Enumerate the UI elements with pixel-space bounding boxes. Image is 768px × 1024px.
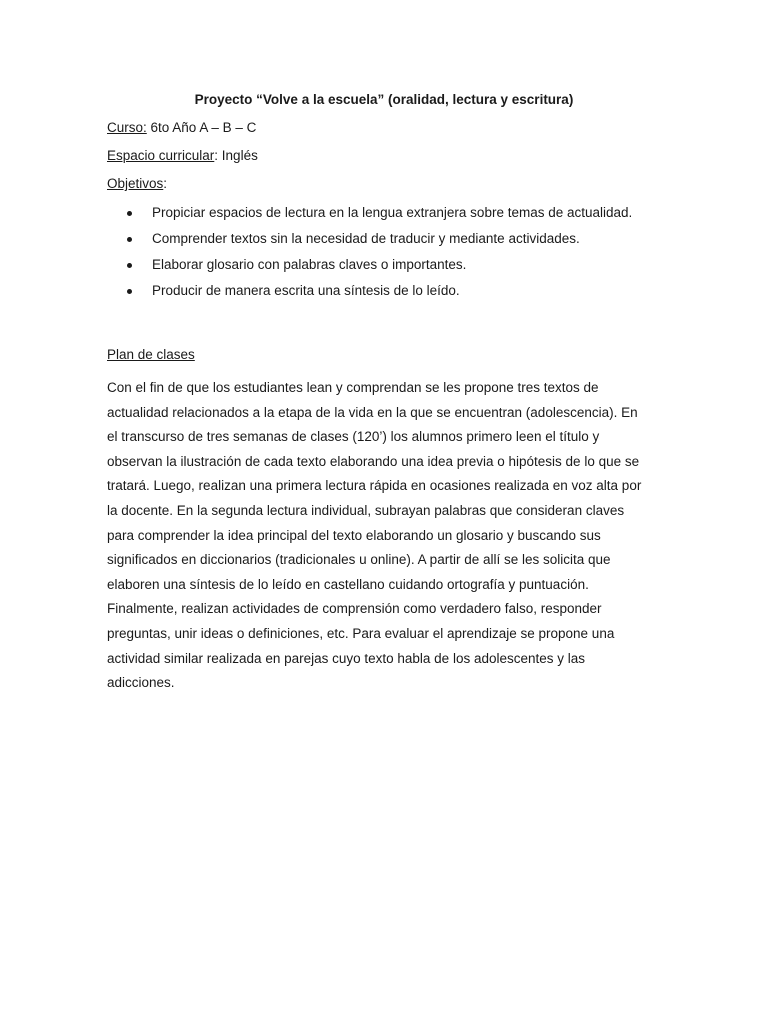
curso-line	[107, 119, 256, 137]
paragraph-line: tratará. Luego, realizan una primera lectura rápida en ocasiones realizada en voz alta por	[107, 478, 642, 494]
objective-item	[107, 256, 632, 282]
objetivos-suffix: :	[163, 176, 168, 191]
paragraph-line: preguntas, unir ideas o definiciones, etc. Para evaluar el aprendizaje se propone una	[107, 625, 615, 641]
paragraph-line: significados en diccionarios (tradicionales u online). A partir de allí se les solicita que	[107, 552, 611, 568]
objective-text: Propiciar espacios de lectura en la lengua extranjera sobre temas de actualidad.	[152, 205, 633, 220]
espacio-curricular-value: : Inglés	[214, 148, 258, 163]
bullet-icon	[127, 211, 132, 216]
paragraph-line: el transcurso de tres semanas de clases (120’) los alumnos primero leen el título y	[107, 429, 600, 445]
objetivos-label: Objetivos	[107, 176, 164, 191]
paragraph-line: adicciones.	[107, 675, 175, 691]
document-title: Proyecto “Volve a la escuela” (oralidad, lectura y escritura)	[194, 92, 574, 107]
paragraph-line: para comprender la idea principal del texto elaborando un glosario y buscando sus	[107, 527, 601, 543]
bullet-icon	[127, 289, 132, 294]
objective-item	[107, 230, 632, 256]
objective-text: Comprender textos sin la necesidad de traducir y mediante actividades.	[152, 231, 580, 246]
objective-item	[107, 282, 632, 308]
espacio-curricular-line	[107, 147, 258, 165]
objective-text: Elaborar glosario con palabras claves o importantes.	[152, 257, 467, 272]
curso-label: Curso:	[107, 120, 147, 135]
plan-heading: Plan de clases	[107, 347, 195, 362]
objective-item	[107, 204, 632, 230]
paragraph-line: la docente. En la segunda lectura individual, subrayan palabras que consideran claves	[107, 502, 625, 518]
paragraph-line: actualidad relacionados a la etapa de la vida en la que se encuentran (adolescencia). En	[107, 404, 638, 420]
objective-text: Producir de manera escrita una síntesis de lo leído.	[152, 283, 460, 298]
bullet-icon	[127, 237, 132, 242]
paragraph-line: observan la ilustración de cada texto elaborando una idea previa o hipótesis de lo que se	[107, 453, 640, 469]
paragraph-line: Finalmente, realizan actividades de comprensión como verdadero falso, responder	[107, 601, 602, 617]
plan-paragraph	[107, 376, 667, 696]
curso-value: 6to Año A – B – C	[146, 120, 257, 135]
paragraph-line: Con el fin de que los estudiantes lean y comprendan se les propone tres textos de	[107, 380, 599, 395]
bullet-icon	[127, 263, 132, 268]
paragraph-line: elaboren una síntesis de lo leído en castellano cuidando ortografía y puntuación.	[107, 576, 589, 592]
objectives-list	[107, 204, 632, 308]
objetivos-line	[107, 175, 167, 193]
espacio-curricular-label: Espacio curricular	[107, 148, 215, 163]
paragraph-line: actividad similar realizada en parejas cuyo texto habla de los adolescentes y las	[107, 650, 586, 666]
